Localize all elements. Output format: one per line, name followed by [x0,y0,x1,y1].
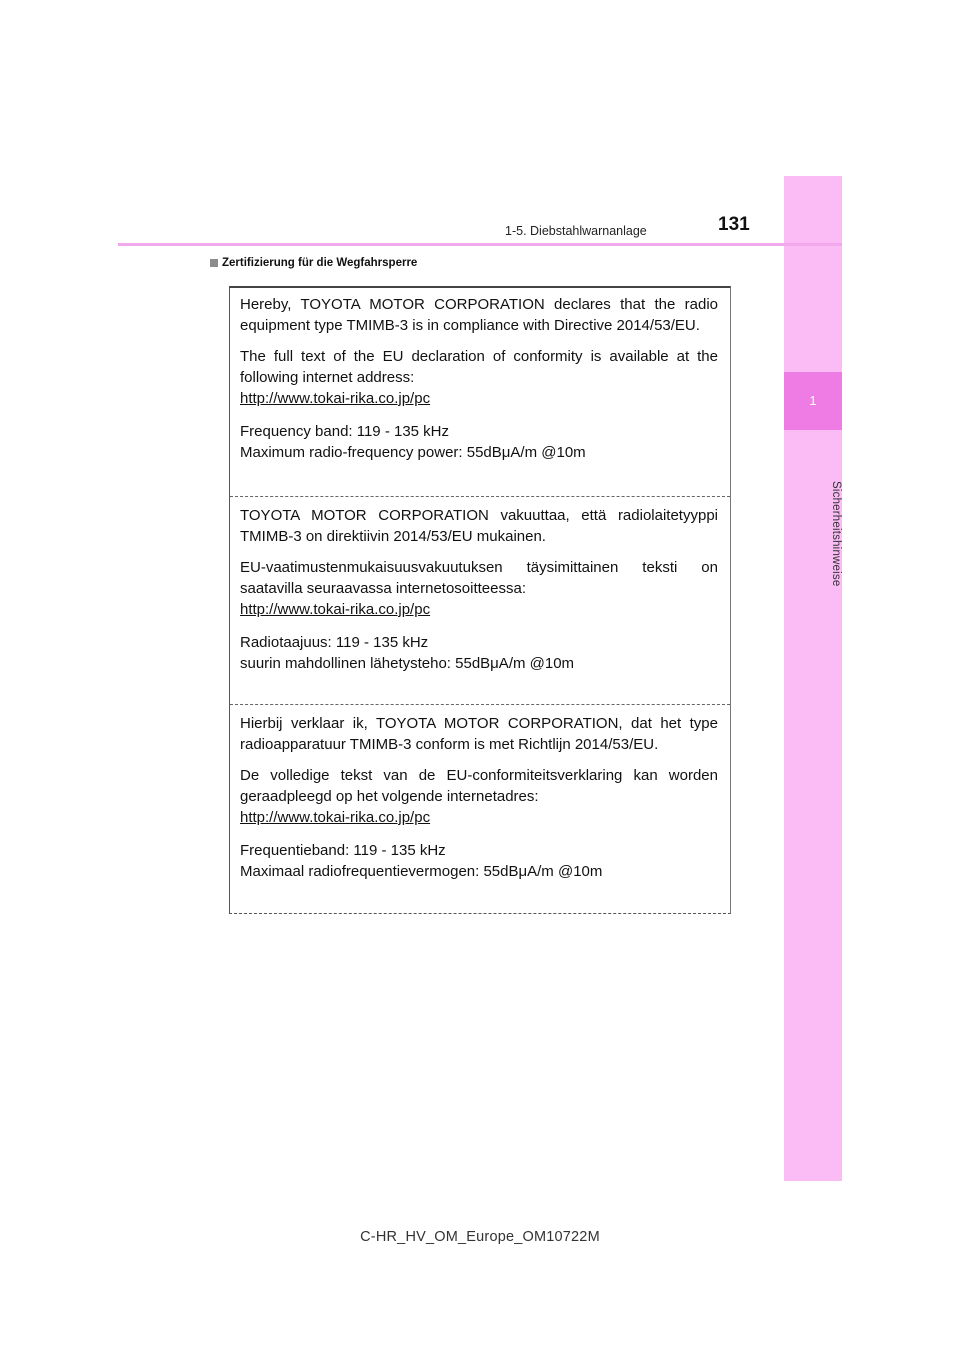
cert-block-finnish [230,496,730,674]
declaration-availability: EU-vaatimustenmukaisuusvakuutuksen täysimittainen teksti on saatavilla seuraavassa internetosoitteessa: [240,559,718,597]
declaration-url[interactable]: http://www.tokai-rika.co.jp/pc [240,601,431,618]
frequency-band: Radiotaajuus: 119 - 135 kHz [240,634,429,651]
declaration-availability: The full text of the EU declaration of conformity is available at the following internet address: [240,348,718,386]
max-power: Maximum radio-frequency power: 55dBμA/m @10m [240,444,586,461]
cert-block-english [230,294,730,463]
declaration-text: Hierbij verklaar ik, TOYOTA MOTOR CORPORATION, dat het type radioapparatuur TMIMB-3 conform is met Richtlijn 2014/53/EU. [240,715,718,753]
frequency-band: Frequentieband: 119 - 135 kHz [240,842,446,859]
header-rule [118,243,842,246]
square-bullet-icon [210,259,218,267]
declaration-url[interactable]: http://www.tokai-rika.co.jp/pc [240,390,431,407]
section-title: 1-5. Diebstahlwarnanlage [505,224,647,238]
declaration-availability: De volledige tekst van de EU-conformiteitsverklaring kan worden geraadpleegd op het volgende internetadres: [240,767,718,805]
declaration-url[interactable]: http://www.tokai-rika.co.jp/pc [240,809,431,826]
document-code: C-HR_HV_OM_Europe_OM10722M [360,1229,600,1245]
certification-box [229,286,731,914]
chapter-label: Sicherheitshinweise [830,481,842,587]
frequency-band: Frequency band: 119 - 135 kHz [240,423,450,440]
cert-block-dutch [230,704,730,882]
subheading [210,257,417,269]
max-power: Maximaal radiofrequentievermogen: 55dBμA/m @10m [240,863,603,880]
side-band [784,176,842,1181]
declaration-text: TOYOTA MOTOR CORPORATION vakuuttaa, että radiolaitetyyppi TMIMB-3 on direktiivin 2014/53/EU mukainen. [240,507,718,545]
declaration-text: Hereby, TOYOTA MOTOR CORPORATION declares that the radio equipment type TMIMB-3 is in compliance with Directive 2014/53/EU. [240,296,718,334]
chapter-tab[interactable]: 1 [784,372,842,430]
max-power: suurin mahdollinen lähetysteho: 55dBμA/m @10m [240,655,575,672]
page-number: 131 [718,214,750,235]
subheading-text: Zertifizierung für die Wegfahrsperre [222,257,418,269]
